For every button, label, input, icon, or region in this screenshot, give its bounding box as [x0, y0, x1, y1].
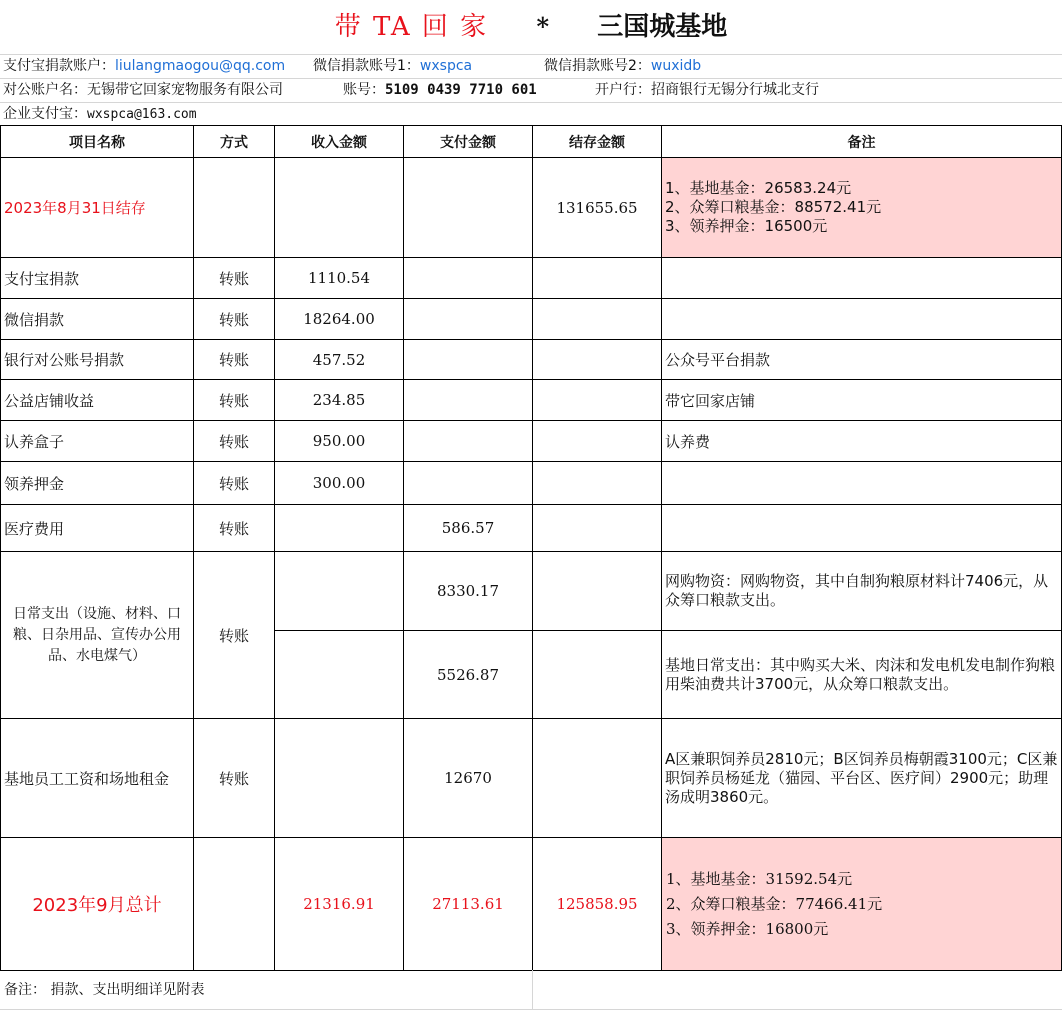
row-pay	[404, 299, 533, 340]
corp-account-name: 对公账户名：无锡带它回家宠物服务有限公司	[3, 82, 283, 98]
col-header-note: 备注	[662, 126, 1062, 158]
row-note	[662, 505, 1062, 552]
row-method: 转账	[194, 380, 275, 421]
daily-income-1	[275, 552, 404, 631]
row-method: 转账	[194, 340, 275, 380]
wechat1-value: wxspca	[419, 58, 473, 74]
daily-note-2: 基地日常支出：其中购买大米、肉沫和发电机发电制作狗粮用柴油费共计3700元，从众筹口粮款支出。	[662, 631, 1062, 719]
col-header-method: 方式	[194, 126, 275, 158]
wages-name: 基地员工工资和场地租金	[1, 719, 194, 838]
row-income: 234.85	[275, 380, 404, 421]
row-name: 公益店铺收益	[1, 380, 194, 421]
total-note-3: 3、领养押金：16800元	[666, 919, 829, 938]
corp-alipay	[3, 102, 197, 127]
total-note-2: 2、众筹口粮基金：77466.41元	[666, 894, 883, 913]
row-pay	[404, 421, 533, 462]
bank-name: 开户行：招商银行无锡分行城北支行	[595, 82, 819, 98]
alipay-value: liulangmaogou@qq.com	[115, 58, 286, 74]
wages-note: A区兼职饲养员2810元；B区饲养员梅朝霞3100元；C区兼职饲养员杨延龙（猫园、平台区、医疗间）2900元；助理汤成明3860元。	[662, 719, 1062, 838]
bank-account	[343, 78, 537, 102]
row-name: 微信捐款	[1, 299, 194, 340]
title-separator: *	[536, 12, 550, 41]
opening-note-2: 2、众筹口粮基金：88572.41元	[665, 198, 882, 216]
row-name: 认养盒子	[1, 421, 194, 462]
header-row	[1, 126, 1062, 158]
row-name: 医疗费用	[1, 505, 194, 552]
row-pay	[404, 462, 533, 505]
daily-pay-1: 8330.17	[404, 552, 533, 631]
account-line-1	[0, 54, 1062, 79]
finance-table	[0, 125, 1062, 971]
row-income	[275, 505, 404, 552]
total-name: 2023年9月总计	[1, 838, 194, 971]
alipay-label: 支付宝捐款账户：	[3, 58, 115, 74]
row-note: 认养费	[662, 421, 1062, 462]
wages-method: 转账	[194, 719, 275, 838]
opening-pay	[404, 158, 533, 258]
row-balance	[533, 299, 662, 340]
col-header-income: 收入金额	[275, 126, 404, 158]
row-note	[662, 299, 1062, 340]
table-row	[1, 299, 1062, 340]
total-method	[194, 838, 275, 971]
total-row	[1, 838, 1062, 971]
opening-method	[194, 158, 275, 258]
corp-alipay-value: wxspca@163.com	[87, 107, 197, 122]
account-label: 账号：	[343, 82, 385, 98]
opening-name: 2023年8月31日结存	[1, 158, 194, 258]
row-income: 457.52	[275, 340, 404, 380]
total-income: 21316.91	[275, 838, 404, 971]
total-note-1: 1、基地基金：31592.54元	[666, 869, 853, 888]
table-row	[1, 462, 1062, 505]
daily-income-2	[275, 631, 404, 719]
wages-balance	[533, 719, 662, 838]
table-row	[1, 380, 1062, 421]
row-method: 转账	[194, 505, 275, 552]
daily-name: 日常支出（设施、材料、口粮、日杂用品、宣传办公用品、水电煤气）	[1, 552, 194, 719]
corp-alipay-label: 企业支付宝：	[3, 106, 87, 122]
row-method: 转账	[194, 299, 275, 340]
row-name: 银行对公账号捐款	[1, 340, 194, 380]
row-pay: 586.57	[404, 505, 533, 552]
row-note	[662, 462, 1062, 505]
col-header-name: 项目名称	[1, 126, 194, 158]
footer-divider	[532, 970, 533, 1009]
wechat2-value: wuxidb	[650, 58, 702, 74]
opening-notes	[662, 158, 1062, 258]
page-title	[0, 0, 1062, 55]
wechat2-label: 微信捐款账号2：	[544, 58, 651, 74]
account-number: 5109 0439 7710 601	[385, 82, 537, 98]
total-pay: 27113.61	[404, 838, 533, 971]
wechat-account-2	[544, 54, 701, 78]
account-line-2	[0, 78, 1062, 103]
wechat-account-1	[313, 54, 472, 78]
row-balance	[533, 505, 662, 552]
row-name: 支付宝捐款	[1, 258, 194, 299]
daily-expense-row	[1, 552, 1062, 631]
row-method: 转账	[194, 421, 275, 462]
opening-income	[275, 158, 404, 258]
row-balance	[533, 340, 662, 380]
row-income: 300.00	[275, 462, 404, 505]
wages-income	[275, 719, 404, 838]
opening-balance: 131655.65	[533, 158, 662, 258]
row-method: 转账	[194, 462, 275, 505]
daily-balance-2	[533, 631, 662, 719]
total-balance: 125858.95	[533, 838, 662, 971]
footer-note: 备注： 捐款、支出明细详见附表	[4, 982, 205, 998]
opening-balance-row	[1, 158, 1062, 258]
row-income: 18264.00	[275, 299, 404, 340]
table-row	[1, 421, 1062, 462]
opening-note-3: 3、领养押金：16500元	[665, 217, 828, 235]
row-pay	[404, 258, 533, 299]
col-header-balance: 结存金额	[533, 126, 662, 158]
table-row	[1, 340, 1062, 380]
row-balance	[533, 462, 662, 505]
row-balance	[533, 421, 662, 462]
daily-method: 转账	[194, 552, 275, 719]
table-row	[1, 505, 1062, 552]
row-pay	[404, 380, 533, 421]
wages-pay: 12670	[404, 719, 533, 838]
title-left: 带 TA 回 家	[334, 12, 489, 42]
wechat1-label: 微信捐款账号1：	[313, 58, 420, 74]
alipay-account	[3, 54, 285, 78]
row-note: 公众号平台捐款	[662, 340, 1062, 380]
daily-balance-1	[533, 552, 662, 631]
account-line-3	[0, 102, 1062, 126]
col-header-pay: 支付金额	[404, 126, 533, 158]
daily-note-1: 网购物资：网购物资，其中自制狗粮原材料计7406元，从众筹口粮款支出。	[662, 552, 1062, 631]
row-balance	[533, 380, 662, 421]
row-balance	[533, 258, 662, 299]
row-income: 950.00	[275, 421, 404, 462]
row-note: 带它回家店铺	[662, 380, 1062, 421]
opening-note-1: 1、基地基金：26583.24元	[665, 179, 852, 197]
wages-row	[1, 719, 1062, 838]
total-notes	[662, 838, 1062, 971]
row-note	[662, 258, 1062, 299]
row-income: 1110.54	[275, 258, 404, 299]
title-right: 三国城基地	[597, 12, 728, 42]
table-row	[1, 258, 1062, 299]
row-name: 领养押金	[1, 462, 194, 505]
footer	[0, 970, 1062, 1010]
row-method: 转账	[194, 258, 275, 299]
row-pay	[404, 340, 533, 380]
daily-pay-2: 5526.87	[404, 631, 533, 719]
